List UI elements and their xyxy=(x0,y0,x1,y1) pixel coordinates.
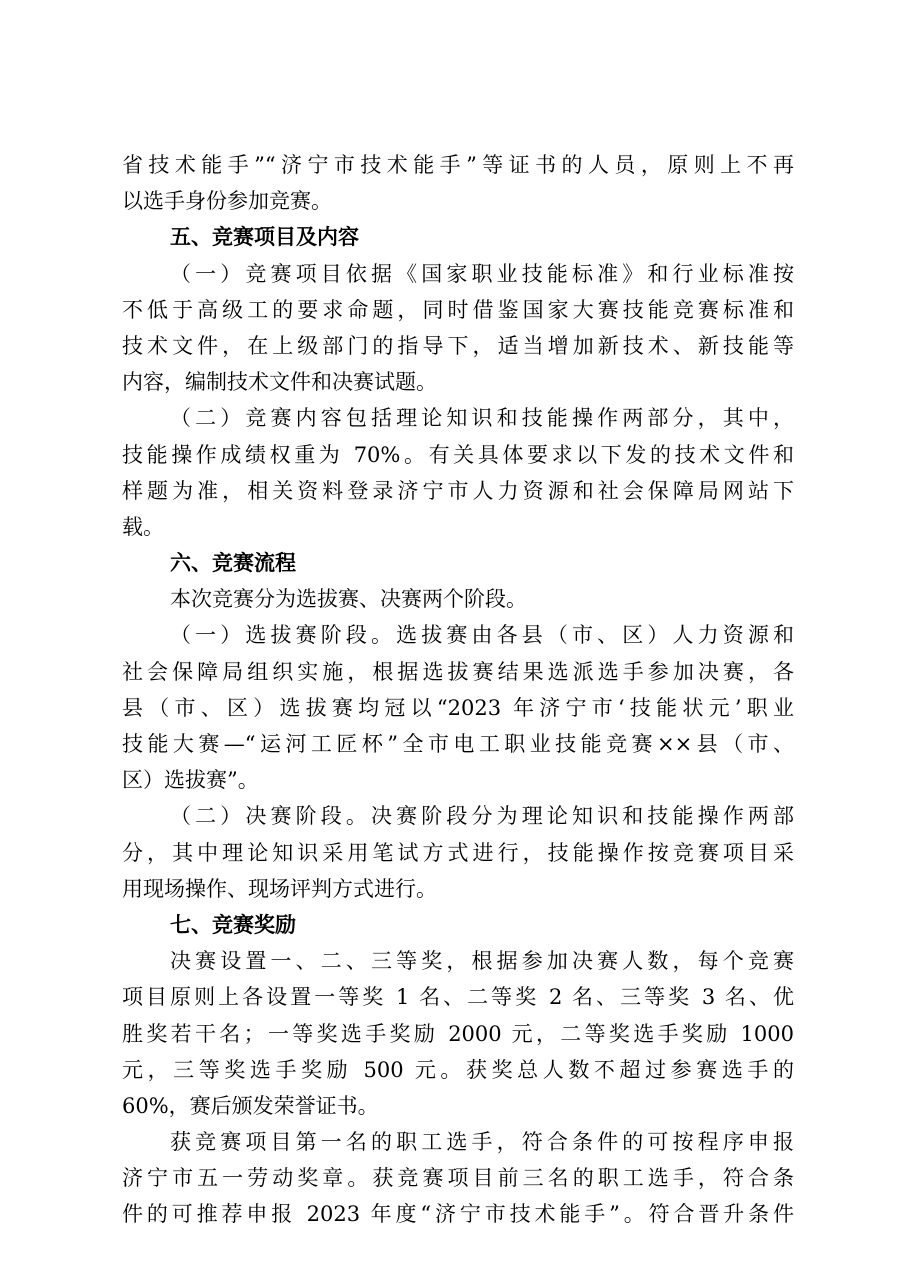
text-line: （一）选拔赛阶段。选拔赛由各县（市、区）人力资源和 xyxy=(170,623,794,648)
section-heading: 六、竞赛流程 xyxy=(170,551,296,576)
text-line: （二）竞赛内容包括理论知识和技能操作两部分，其中， xyxy=(170,406,794,431)
text-line: 以选手身份参加竞赛。 xyxy=(122,189,332,214)
text-line: 决赛设置一、二、三等奖，根据参加决赛人数，每个竞赛 xyxy=(170,949,794,974)
text-line: 本次竞赛分为选拔赛、决赛两个阶段。 xyxy=(170,587,527,612)
text-line: 济宁市五一劳动奖章。获竞赛项目前三名的职工选手，符合条 xyxy=(122,1166,794,1191)
text-line: 分，其中理论知识采用笔试方式进行，技能操作按竞赛项目采 xyxy=(122,840,794,865)
text-line: 60%，赛后颁发荣誉证书。 xyxy=(122,1093,379,1118)
text-line: 获竞赛项目第一名的职工选手，符合条件的可按程序申报 xyxy=(170,1130,794,1155)
text-line: 区）选拔赛”。 xyxy=(122,768,259,793)
text-line: 省技术能手”“济宁市技术能手”等证书的人员，原则上不再 xyxy=(122,153,794,177)
text-line: 件的可推荐申报 2023 年度“济宁市技术能手”。符合晋升条件 xyxy=(122,1202,794,1227)
text-line: 技能操作成绩权重为 70%。有关具体要求以下发的技术文件和 xyxy=(122,442,794,467)
text-line: 载。 xyxy=(122,514,164,539)
text-line: 胜奖若干名；一等奖选手奖励 2000 元，二等奖选手奖励 1000 xyxy=(122,1021,794,1046)
text-line: 样题为准，相关资料登录济宁市人力资源和社会保障局网站下 xyxy=(122,478,794,503)
text-line: 社会保障局组织实施，根据选拔赛结果选派选手参加决赛，各 xyxy=(122,659,794,684)
text-line: 技能大赛—“运河工匠杯”全市电工职业技能竞赛××县（市、 xyxy=(122,732,794,756)
section-heading: 五、竞赛项目及内容 xyxy=(170,225,359,250)
text-line: 不低于高级工的要求命题，同时借鉴国家大赛技能竞赛标准和 xyxy=(122,297,794,322)
text-line: （二）决赛阶段。决赛阶段分为理论知识和技能操作两部 xyxy=(170,804,794,829)
text-line: 技术文件，在上级部门的指导下，适当增加新技术、新技能等 xyxy=(122,333,794,358)
text-line: 用现场操作、现场评判方式进行。 xyxy=(122,876,437,901)
text-line: 内容，编制技术文件和决赛试题。 xyxy=(122,370,437,395)
text-line: 项目原则上各设置一等奖 1 名、二等奖 2 名、三等奖 3 名、优 xyxy=(122,985,794,1010)
text-line: （一）竞赛项目依据《国家职业技能标准》和行业标准按 xyxy=(170,261,794,286)
section-heading: 七、竞赛奖励 xyxy=(170,912,296,937)
document-page xyxy=(122,147,794,1233)
text-line: 元，三等奖选手奖励 500 元。获奖总人数不超过参赛选手的 xyxy=(122,1057,794,1082)
text-line: 县（市、区）选拔赛均冠以“2023 年济宁市‘技能状元’职业 xyxy=(122,695,794,720)
